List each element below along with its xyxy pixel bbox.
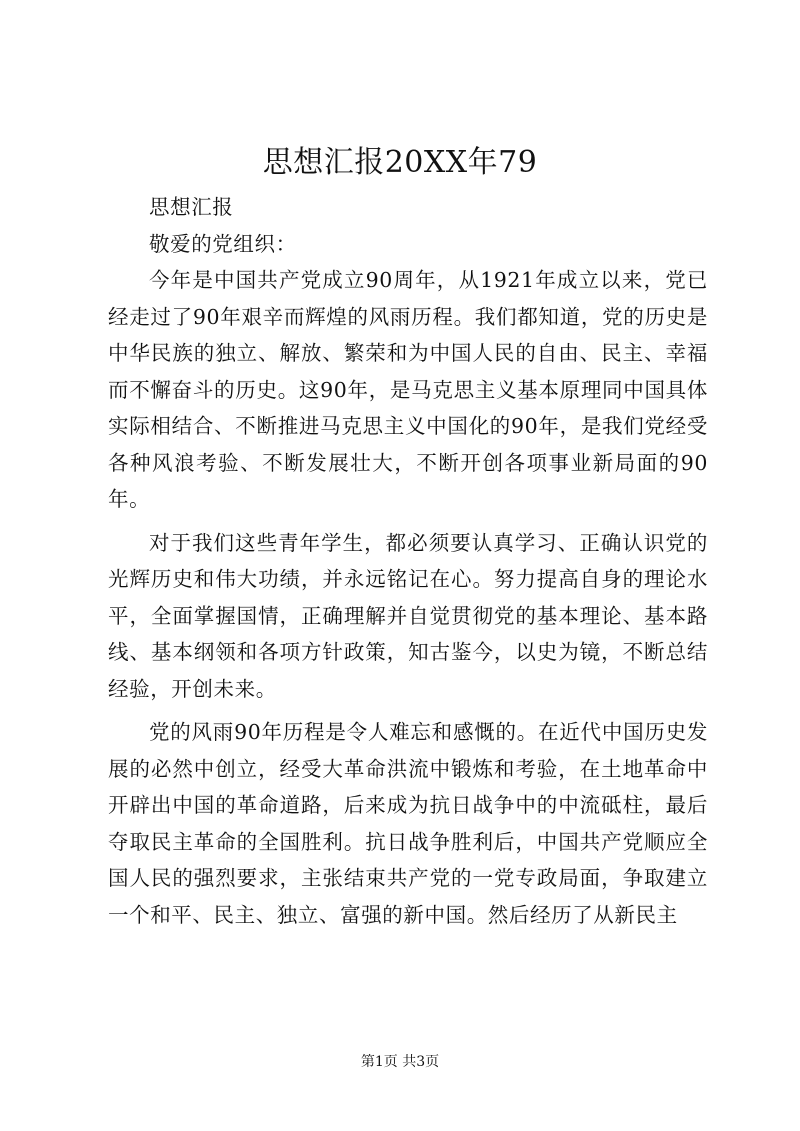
- salutation: 敬爱的党组织：: [149, 231, 297, 256]
- paragraph-3: 党的风雨90年历程是令人难忘和感慨的。在近代中国历史发展的必然中创立，经受大革命洪流中锻炼和考验，在土地革命中开辟出中国的革命道路，后来成为抗日战争中的中流砥柱，最后夺取民主革命的全国胜利。抗日战争胜利后，中国共产党顺应全国人民的强烈要求，主张结束共产党的一党专政局面，争取建立一个和平、民主、独立、富强的新中国。然后经历了从新民主: [108, 720, 708, 927]
- page-footer: 第1页 共3页: [360, 1054, 440, 1070]
- body-heading: 思想汇报: [149, 195, 234, 219]
- document-body: [108, 189, 708, 933]
- document-title: 思想汇报20XX年79: [262, 145, 538, 180]
- paragraph-2: 对于我们这些青年学生，都必须要认真学习、正确认识党的光辉历史和伟大功绩，并永远铭记在心。努力提高自身的理论水平，全面掌握国情，正确理解并自觉贯彻党的基本理论、基本路线、基本纲领和各项方针政策，知古鉴今，以史为镜，不断总结经验，开创未来。: [108, 530, 708, 701]
- paragraph-1: 今年是中国共产党成立90周年，从1921年成立以来，党已经走过了90年艰辛而辉煌的风雨历程。我们都知道，党的历史是中华民族的独立、解放、繁荣和为中国人民的自由、民主、幸福而不懈奋斗的历史。这90年，是马克思主义基本原理同中国具体实际相结合、不断推进马克思主义中国化的90年，是我们党经受各种风浪考验、不断发展壮大，不断开创各项事业新局面的90年。: [108, 268, 708, 511]
